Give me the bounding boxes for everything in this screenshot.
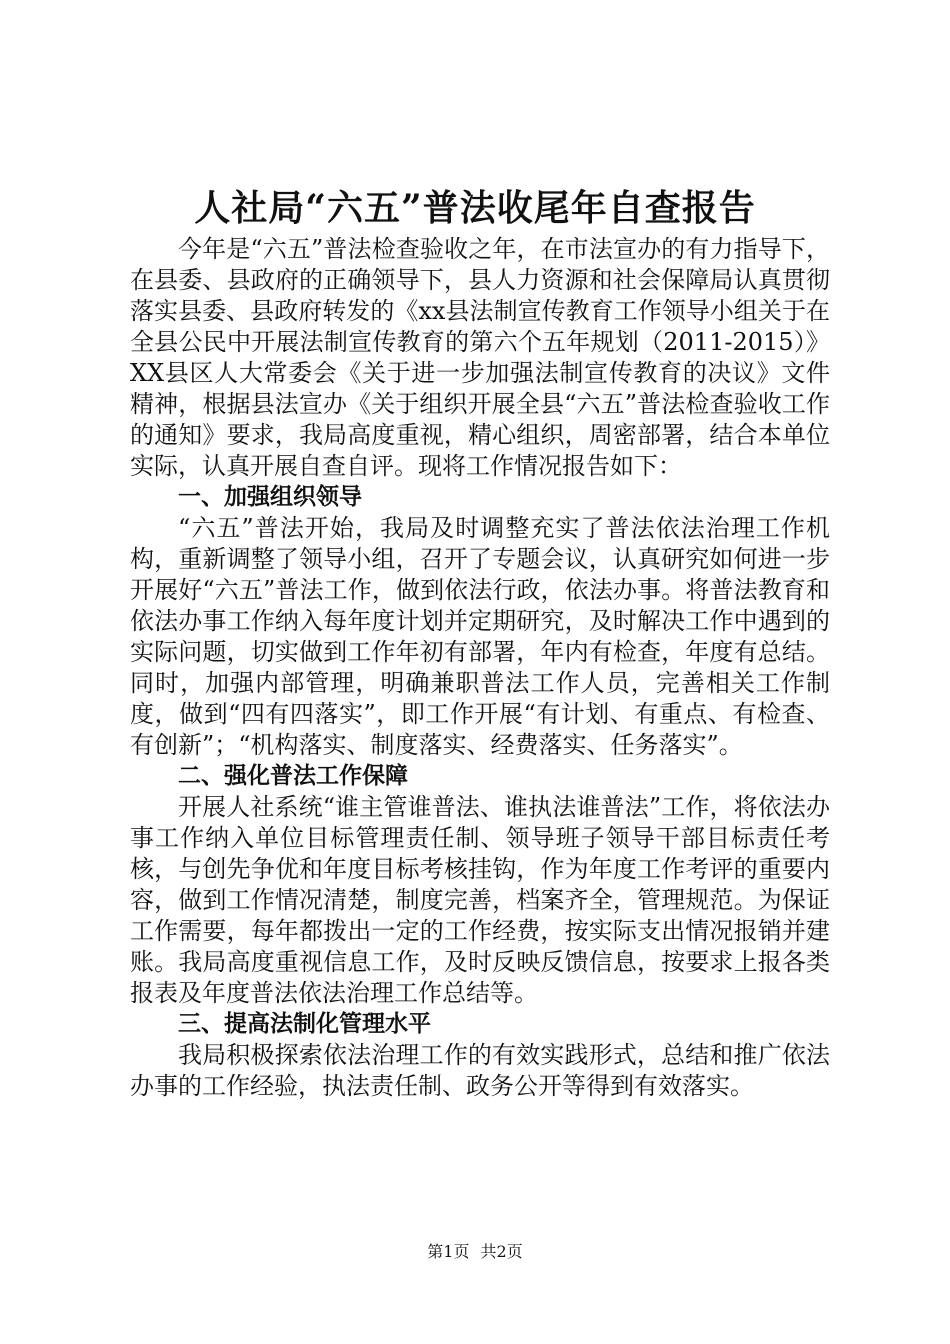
section-paragraph-3: 我局积极探索依法治理工作的有效实践形式，总结和推广依法办事的工作经验，执法责任制、政务公开等得到有效落实。: [130, 1041, 830, 1100]
section-heading-1: 一、加强组织领导: [178, 484, 362, 510]
section-paragraph-1: “六五”普法开始，我局及时调整充实了普法依法治理工作机构，重新调整了领导小组，召开了专题会议，认真研究如何进一步开展好“六五”普法工作，做到依法行政，依法办事。将普法教育和依法办事工作纳入每年度计划并定期研究，及时解决工作中遇到的实际问题，切实做到工作年初有部署，年内有检查，年度有总结。同时，加强内部管理，明确兼职普法工作人员，完善相关工作制度，做到“四有四落实”，即工作开展“有计划、有重点、有检查、有创新”；“机构落实、制度落实、经费落实、任务落实”。: [130, 514, 830, 759]
document-title: 人社局“六五”普法收尾年自查报告: [194, 187, 756, 229]
page-total: 共2页: [480, 1242, 523, 1261]
document-body: [130, 234, 830, 1102]
section-heading-3: 三、提高法制化管理水平: [178, 1011, 431, 1037]
page-number: 第1页: [427, 1242, 470, 1261]
section-heading-2: 二、强化普法工作保障: [178, 763, 408, 789]
page-footer: [0, 1240, 950, 1264]
intro-paragraph: 今年是“六五”普法检查验收之年，在市法宣办的有力指导下，在县委、县政府的正确领导下，县人力资源和社会保障局认真贯彻落实县委、县政府转发的《xx县法制宣传教育工作领导小组关于在全县公民中开展法制宣传教育的第六个五年规划（2011-2015）》XX县区人大常委会《关于进一步加强法制宣传教育的决议》文件精神，根据县法宣办《关于组织开展全县“六五”普法检查验收工作的通知》要求，我局高度重视，精心组织，周密部署，结合本单位实际，认真开展自查自评。现将工作情况报告如下：: [130, 235, 830, 480]
section-paragraph-2: 开展人社系统“谁主管谁普法、谁执法谁普法”工作，将依法办事工作纳入单位目标管理责任制、领导班子领导干部目标责任考核，与创先争优和年度目标考核挂钩，作为年度工作考评的重要内容，做到工作情况清楚，制度完善，档案齐全，管理规范。为保证工作需要，每年都拨出一定的工作经费，按实际支出情况报销并建账。我局高度重视信息工作，及时反映反馈信息，按要求上报各类报表及年度普法依法治理工作总结等。: [130, 793, 830, 1007]
